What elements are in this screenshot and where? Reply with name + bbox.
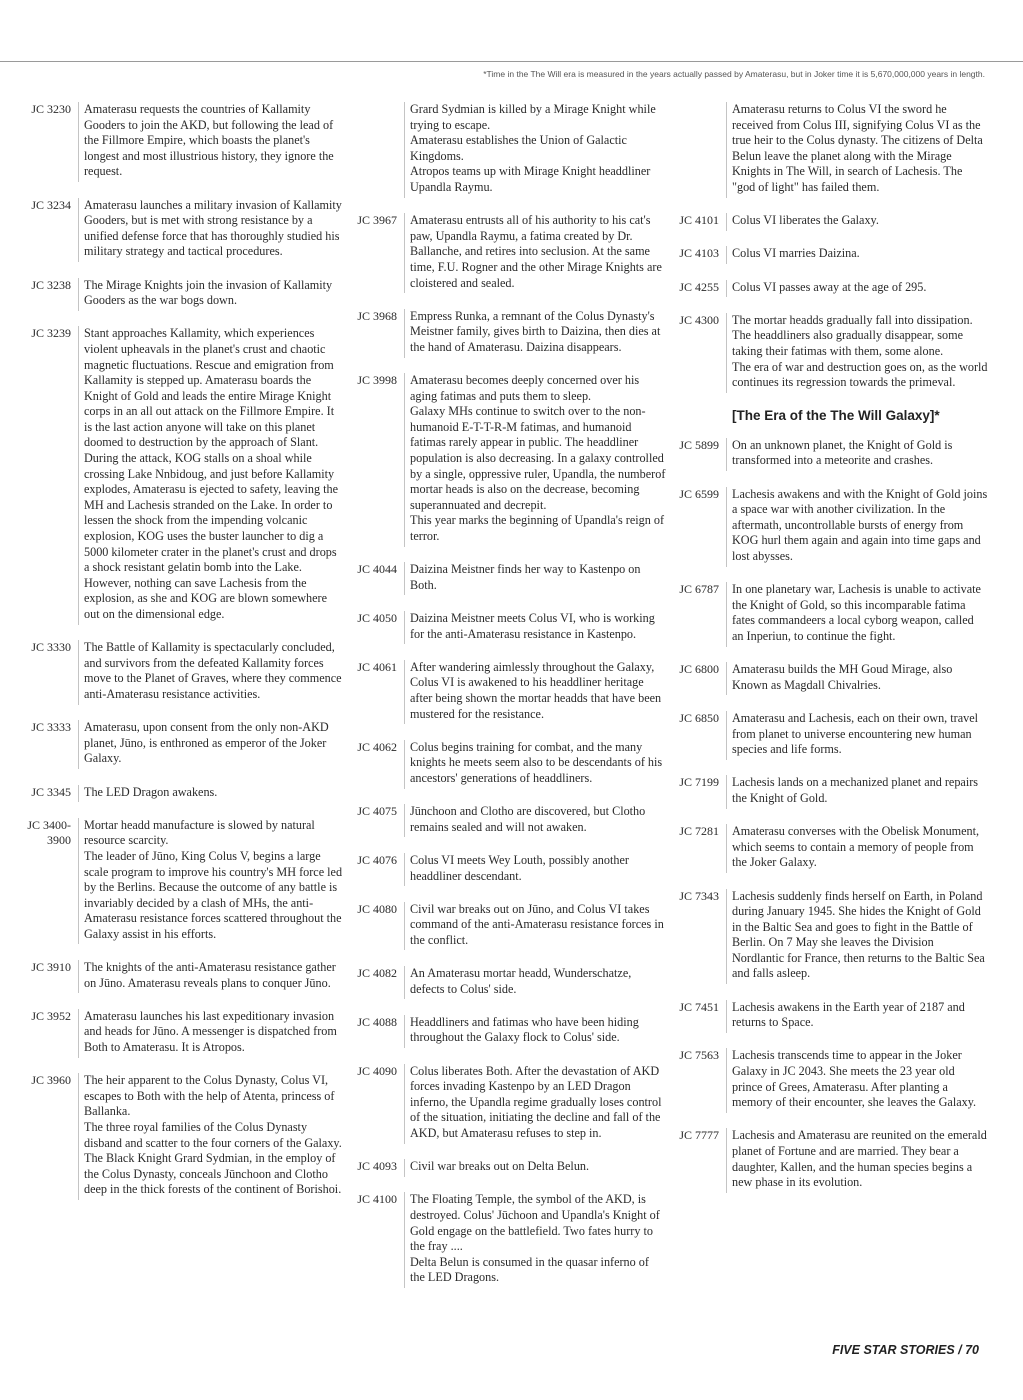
entry-paragraph: Empress Runka, a remnant of the Colus Dynasty's Meistner family, gives birth to Daizina, then dies at the hand of Amaterasu. Daizina disappears. (410, 308, 661, 354)
entry-year: JC 4075 (357, 804, 397, 819)
entry-paragraph: The Mirage Knights join the invasion of Kallamity Gooders as the war bogs down. (84, 277, 333, 308)
timeline-entry (344, 373, 666, 547)
entry-paragraph: The LED Dragon awakens. (84, 784, 218, 799)
entry-paragraph: Lachesis suddenly finds herself on Earth, in Poland during January 1945. She hides the Knight of Gold in the Baltic Sea and goes to fight in the Battle of Berlin. On 7 May she leaves the Division Nordlantic for France, then returns to the Baltic Sea and falls asleep. (732, 888, 985, 981)
timeline-entry (666, 662, 988, 695)
timeline-entry (344, 804, 666, 837)
entry-paragraph: The Floating Temple, the symbol of the AKD, is destroyed. Colus' Jūchoon and Upandla's Knight of Gold engage on the battlefield. Two fates hurry to the fray .... (410, 1192, 660, 1254)
entry-year: JC 4062 (357, 739, 397, 754)
entry-text (78, 278, 344, 311)
entry-paragraph: Daizina Meistner meets Colus VI, who is working for the anti-Amaterasu resistance in Kastenpo. (410, 611, 655, 641)
timeline-entry (344, 853, 666, 886)
timeline-entry (18, 720, 344, 769)
entry-paragraph: Amaterasu converses with the Obelisk Monument, which seems to contain a memory of people from the Joker Galaxy. (732, 824, 980, 870)
entry-paragraph: Daizina Meistner finds her way to Kastenpo on Both. (410, 562, 641, 592)
entry-paragraph: Colus VI liberates the Galaxy. (732, 213, 879, 228)
entry-year: JC 3239 (31, 326, 71, 341)
entry-paragraph: Amaterasu returns to Colus VI the sword he received from Colus III, signifying Colus VI as the true heir to the Colus dynasty. The citizens of Delta Belun leave the planet along with the Mirage Knights in The Will, in search of Lachesis. The "god of light" has failed them. (732, 102, 983, 194)
entry-paragraph: Lachesis lands on a mechanized planet and repairs the Knight of Gold. (732, 775, 979, 805)
entry-paragraph: Jūnchoon and Clotho are discovered, but Clotho remains sealed and will not awaken. (410, 804, 646, 834)
entry-text (726, 313, 988, 393)
timeline-entry (18, 278, 344, 311)
entry-text (78, 818, 344, 945)
entry-text (78, 720, 344, 769)
entry-text (404, 1159, 666, 1177)
entry-year: JC 4082 (357, 966, 397, 981)
entry-year: JC 7199 (679, 775, 719, 790)
entry-paragraph: Civil war breaks out on Jūno, and Colus VI takes command of the anti-Amaterasu resistance forces in the conflict. (410, 901, 664, 947)
timeline-entry (344, 966, 666, 999)
entry-text (78, 102, 344, 182)
entry-text (78, 960, 344, 993)
entry-paragraph: The Battle of Kallamity is spectacularly concluded, and survivors from the defeated Kallamity forces move to the Planet of Graves, where they commence anti-Amaterasu resistance activities. (84, 640, 342, 701)
timeline-entry (666, 102, 988, 198)
entry-text (78, 1009, 344, 1058)
entry-paragraph: Amaterasu becomes deeply concerned over his aging fatimas and puts them to sleep. (410, 373, 640, 403)
entry-year: JC 3910 (31, 960, 71, 975)
entry-year: JC 3333 (31, 720, 71, 735)
timeline-entry (666, 1048, 988, 1112)
entry-text (78, 785, 344, 803)
entry-text (726, 1000, 988, 1033)
entry-paragraph: Lachesis transcends time to appear in the Joker Galaxy in JC 2043. She meets the 23 year old prince of Grees, Amaterasu. After planting a memory of their encounter, she leaves the Galaxy. (732, 1048, 977, 1110)
entry-text (404, 902, 666, 951)
entry-year: JC 7563 (679, 1048, 719, 1063)
entry-paragraph: The mortar headds gradually fall into dissipation. The headdliners also gradually disappear, some taking their fatimas with them, some alone. (732, 312, 973, 358)
timeline-entry (18, 1009, 344, 1058)
timeline-entry (666, 1000, 988, 1033)
entry-paragraph: Lachesis awakens in the Earth year of 2187 and returns to Space. (732, 999, 965, 1030)
entry-paragraph: The Black Knight Grard Sydmian, in the employ of the Colus Dynasty, conceals Jūnchoon and Clotho deep in the thick forests of the continent of Borishoi. (84, 1151, 342, 1197)
entry-year: JC 4080 (357, 901, 397, 916)
entry-paragraph: Amaterasu, upon consent from the only non-AKD planet, Jūno, is enthroned as emperor of the Joker Galaxy. (84, 720, 329, 766)
entry-text (404, 804, 666, 837)
entry-text (726, 102, 988, 198)
entry-paragraph: Headdliners and fatimas who have been hiding throughout the Galaxy flock to Colus' side. (410, 1014, 639, 1045)
entry-text (404, 660, 666, 724)
timeline-entry (666, 775, 988, 808)
entry-year: JC 3234 (31, 197, 71, 212)
entry-paragraph: Grard Sydmian is killed by a Mirage Knight while trying to escape. (410, 102, 656, 132)
entry-year: JC 7451 (679, 999, 719, 1014)
entry-year: JC 7343 (679, 888, 719, 903)
timeline-entry (18, 640, 344, 704)
timeline-entry (666, 438, 988, 471)
entry-year: JC 6599 (679, 486, 719, 501)
entry-year: JC 3330 (31, 640, 71, 655)
entry-paragraph: Amaterasu builds the MH Goud Mirage, also Known as Magdall Chivalries. (732, 662, 953, 692)
entry-text (404, 1064, 666, 1144)
entry-year: JC 3238 (31, 277, 71, 292)
entry-paragraph: Atropos teams up with Mirage Knight headdliner Upandla Raymu. (410, 164, 651, 194)
entry-paragraph: On an unknown planet, the Knight of Gold is transformed into a meteorite and crashes. (732, 437, 953, 468)
entry-year: JC 4103 (679, 246, 719, 261)
entry-text (404, 740, 666, 789)
entry-year: JC 3400- 3900 (27, 817, 71, 848)
entry-year: JC 3345 (31, 784, 71, 799)
timeline-entry (344, 1159, 666, 1177)
timeline-entry (666, 1128, 988, 1192)
entry-year: JC 6850 (679, 710, 719, 725)
entry-text (78, 198, 344, 262)
entry-year: JC 3968 (357, 308, 397, 323)
timeline-entry (344, 1064, 666, 1144)
entry-text (726, 582, 988, 646)
entry-text (404, 562, 666, 595)
entry-paragraph: Mortar headd manufacture is slowed by natural resource scarcity. (84, 817, 315, 848)
entry-year: JC 3952 (31, 1008, 71, 1023)
timeline-column-2 (344, 102, 666, 1304)
entry-paragraph: Stant approaches Kallamity, which experiences violent upheavals in the planet's crust and chaotic magnetic fluctuations. Rescue and emigration from Kallamity is stepped up. Amaterasu boards the Knight of Gold and leads the entire Mirage Knight corps in an all out attack on the Fillmore Empire. It is the last action anyone will take on this planet doomed to destruction by the approach of Slant. During the attack, KOG stalls on a shoal while crossing Lake Nnbidoug, and just before Kallamity explodes, Amaterasu is ejected to safety, leaving the MH and Lachesis stranded on the Lake. In order to lessen the shock from the impending volcanic explosion, KOG uses the buster launcher to dig a 5000 kilometer crater in the planet's crust and drops a shock resistant gelatin bomb into the Lake. However, nothing can save Lachesis from the explosion, as she and KOG are blown somewhere out on the dimensional edge. (84, 326, 339, 621)
entry-text (404, 309, 666, 358)
entry-year: JC 7281 (679, 824, 719, 839)
timeline-entry (344, 1192, 666, 1288)
entry-text (726, 246, 988, 264)
entry-year: JC 7777 (679, 1128, 719, 1143)
entry-paragraph: This year marks the beginning of Upandla's reign of terror. (410, 513, 665, 544)
entry-text (726, 1128, 988, 1192)
timeline-entry (18, 102, 344, 182)
entry-year: JC 4255 (679, 279, 719, 294)
entry-paragraph: Colus VI meets Wey Louth, possibly another headdliner descendant. (410, 852, 629, 883)
entry-paragraph: The heir apparent to the Colus Dynasty, Colus VI, escapes to Both with the help of Atenta, princess of Ballanka. (84, 1073, 335, 1119)
page-footer: FIVE STAR STORIES / 70 (832, 1343, 979, 1357)
entry-year: JC 5899 (679, 437, 719, 452)
entry-year: JC 4088 (357, 1014, 397, 1029)
entry-paragraph: Amaterasu entrusts all of his authority to his cat's paw, Upandla Raymu, a fatima created by Dr. Ballanche, and retires into seclusion. At the same time, F.U. Rogner and the other Mirage Knights are cloistered and sealed. (410, 213, 662, 290)
entry-text (726, 487, 988, 567)
entry-paragraph: Lachesis and Amaterasu are reunited on the emerald planet of Fortune and are married. They bear a daughter, Kallen, and the human species begins a new phase in its evolution. (732, 1128, 987, 1190)
timeline-entry (666, 213, 988, 231)
entry-year: JC 4093 (357, 1159, 397, 1174)
entry-text (404, 853, 666, 886)
timeline-entry (18, 785, 344, 803)
entry-paragraph: Colus VI passes away at the age of 295. (732, 279, 927, 294)
entry-paragraph: Amaterasu launches a military invasion of Kallamity Gooders, but is met with strong resistance by a unified defense force that has thoroughly studied his military strategy and tactical procedures. (84, 197, 342, 259)
timeline-entry (666, 824, 988, 873)
timeline-entry (344, 902, 666, 951)
entry-paragraph: The leader of Jūno, King Colus V, begins a large scale program to improve his country's MH force led by the Berlins. Because the outcome of any battle is invariably decided by a clash of MHs, the anti-Amaterasu resistance forces scattered throughout the Galaxy assist in his efforts. (84, 848, 343, 941)
entry-year: JC 4061 (357, 659, 397, 674)
entry-paragraph: An Amaterasu mortar headd, Wunderschatze, defects to Colus' side. (410, 966, 632, 996)
timeline-entry (18, 326, 344, 624)
timeline-entry (666, 711, 988, 760)
entry-year: JC 4076 (357, 852, 397, 867)
entry-year: JC 4050 (357, 611, 397, 625)
entry-text (726, 280, 988, 298)
entry-year: JC 3967 (357, 213, 397, 228)
entry-text (404, 1015, 666, 1048)
section-heading: [The Era of the The Will Galaxy]* (732, 408, 940, 424)
entry-year: JC 3960 (31, 1073, 71, 1088)
timeline-entry (666, 280, 988, 298)
entry-text (404, 611, 666, 644)
entry-text (404, 1192, 666, 1288)
entry-year (344, 102, 404, 198)
entry-year: JC 4300 (679, 312, 719, 327)
timeline-entry (666, 582, 988, 646)
entry-paragraph: Civil war breaks out on Delta Belun. (410, 1159, 590, 1174)
timeline-entry (18, 818, 344, 945)
entry-paragraph: The three royal families of the Colus Dynasty disband and scatter to the four corners of the Galaxy. (84, 1120, 342, 1150)
timeline-entry (18, 1073, 344, 1200)
entry-year: JC 3998 (357, 373, 397, 388)
entry-year: JC 4100 (357, 1192, 397, 1207)
timeline-entry (344, 562, 666, 595)
entry-year (666, 102, 726, 198)
timeline-entry (18, 960, 344, 993)
timeline-entry (666, 246, 988, 264)
entry-year: JC 4101 (679, 213, 719, 228)
entry-paragraph: In one planetary war, Lachesis is unable to activate the Knight of Gold, so this incomparable fatima fates commandeers a local cyborg weapon, called an Inperiun, to continue the fight. (732, 582, 981, 643)
entry-paragraph: The era of war and destruction goes on, as the world continues its regression towards the primeval. (732, 359, 988, 390)
entry-text (726, 1048, 988, 1112)
timeline-entry (344, 1015, 666, 1048)
entry-year: JC 4090 (357, 1063, 397, 1078)
timeline-entry (666, 889, 988, 985)
entry-text (726, 711, 988, 760)
entry-year: JC 4044 (357, 562, 397, 577)
entry-text (404, 102, 666, 198)
entry-paragraph: Colus begins training for combat, and the many knights he meets seem also to be descendants of his ancestors' generations of headdliners. (410, 739, 663, 785)
entry-year: JC 3230 (31, 102, 71, 116)
entry-text (404, 213, 666, 293)
entry-paragraph: Amaterasu and Lachesis, each on their own, travel from planet to universe encountering new human species and life forms. (732, 710, 979, 757)
timeline-entry (344, 660, 666, 724)
entry-paragraph: Colus liberates Both. After the devastation of AKD forces invading Kastenpo by an LED Dragon inferno, the Upandla regime gradually loses control of the situation, initiating the decline and fall of the AKD, but Amaterasu refuses to step in. (410, 1063, 662, 1140)
top-rule (0, 61, 1023, 62)
timeline-entry (344, 611, 666, 644)
entry-text (726, 824, 988, 873)
timeline-entry (344, 309, 666, 358)
entry-text (78, 1073, 344, 1200)
entry-text (404, 373, 666, 547)
timeline-entry (344, 213, 666, 293)
entry-paragraph: Amaterasu requests the countries of Kallamity Gooders to join the AKD, but following the lead of the Fillmore Empire, which boasts the planet's longest and most illustrious history, they ignore the request. (84, 102, 334, 179)
entry-paragraph: Delta Belun is consumed in the quasar inferno of the LED Dragons. (410, 1254, 649, 1285)
entry-year: JC 6787 (679, 582, 719, 597)
entry-paragraph: Colus VI marries Daizina. (732, 246, 860, 261)
entry-text (78, 640, 344, 704)
timeline-column-1 (18, 102, 344, 1216)
entry-text (726, 889, 988, 985)
entry-text (726, 775, 988, 808)
entry-text (726, 213, 988, 231)
entry-text (404, 966, 666, 999)
entry-paragraph: The knights of the anti-Amaterasu resistance gather on Jūno. Amaterasu reveals plans to conquer Jūno. (84, 960, 336, 990)
timeline-column-3 (666, 102, 988, 1208)
entry-year: JC 6800 (679, 662, 719, 677)
timeline-entry (666, 313, 988, 393)
era-footnote: *Time in the The Will era is measured in the years actually passed by Amaterasu, but in Joker time it is 5,670,000,000 years in length. (483, 69, 985, 79)
entry-paragraph: After wandering aimlessly throughout the Galaxy, Colus VI is awakened to his headdliner heritage after being shown the mortar headds that have been mustered for the resistance. (410, 659, 662, 721)
entry-paragraph: Lachesis awakens and with the Knight of Gold joins a space war with another civilization. In the aftermath, uncontrollable bursts of energy from KOG hurl them again and again into time gaps and lost abysses. (732, 486, 988, 564)
entry-paragraph: Amaterasu establishes the Union of Galactic Kingdoms. (410, 133, 627, 163)
entry-text (726, 662, 988, 695)
timeline-entry (18, 198, 344, 262)
entry-paragraph: Galaxy MHs continue to switch over to the non-humanoid E-T-T-R-M fatimas, and humanoid fatimas rarely appear in public. The headdliner population is also decreasing. In a galaxy controlled by a single, oppressive ruler, Upandla, the numberof mortar heads is also on the decrease, becoming superannuated and decrepit. (410, 404, 666, 512)
timeline-entry (666, 487, 988, 567)
timeline-entry (344, 102, 666, 198)
entry-text (726, 438, 988, 471)
entry-text (78, 326, 344, 624)
timeline-entry (344, 740, 666, 789)
entry-paragraph: Amaterasu launches his last expeditionary invasion and heads for Jūno. A messenger is dispatched from Both to Amaterasu. It is Atropos. (84, 1008, 337, 1055)
